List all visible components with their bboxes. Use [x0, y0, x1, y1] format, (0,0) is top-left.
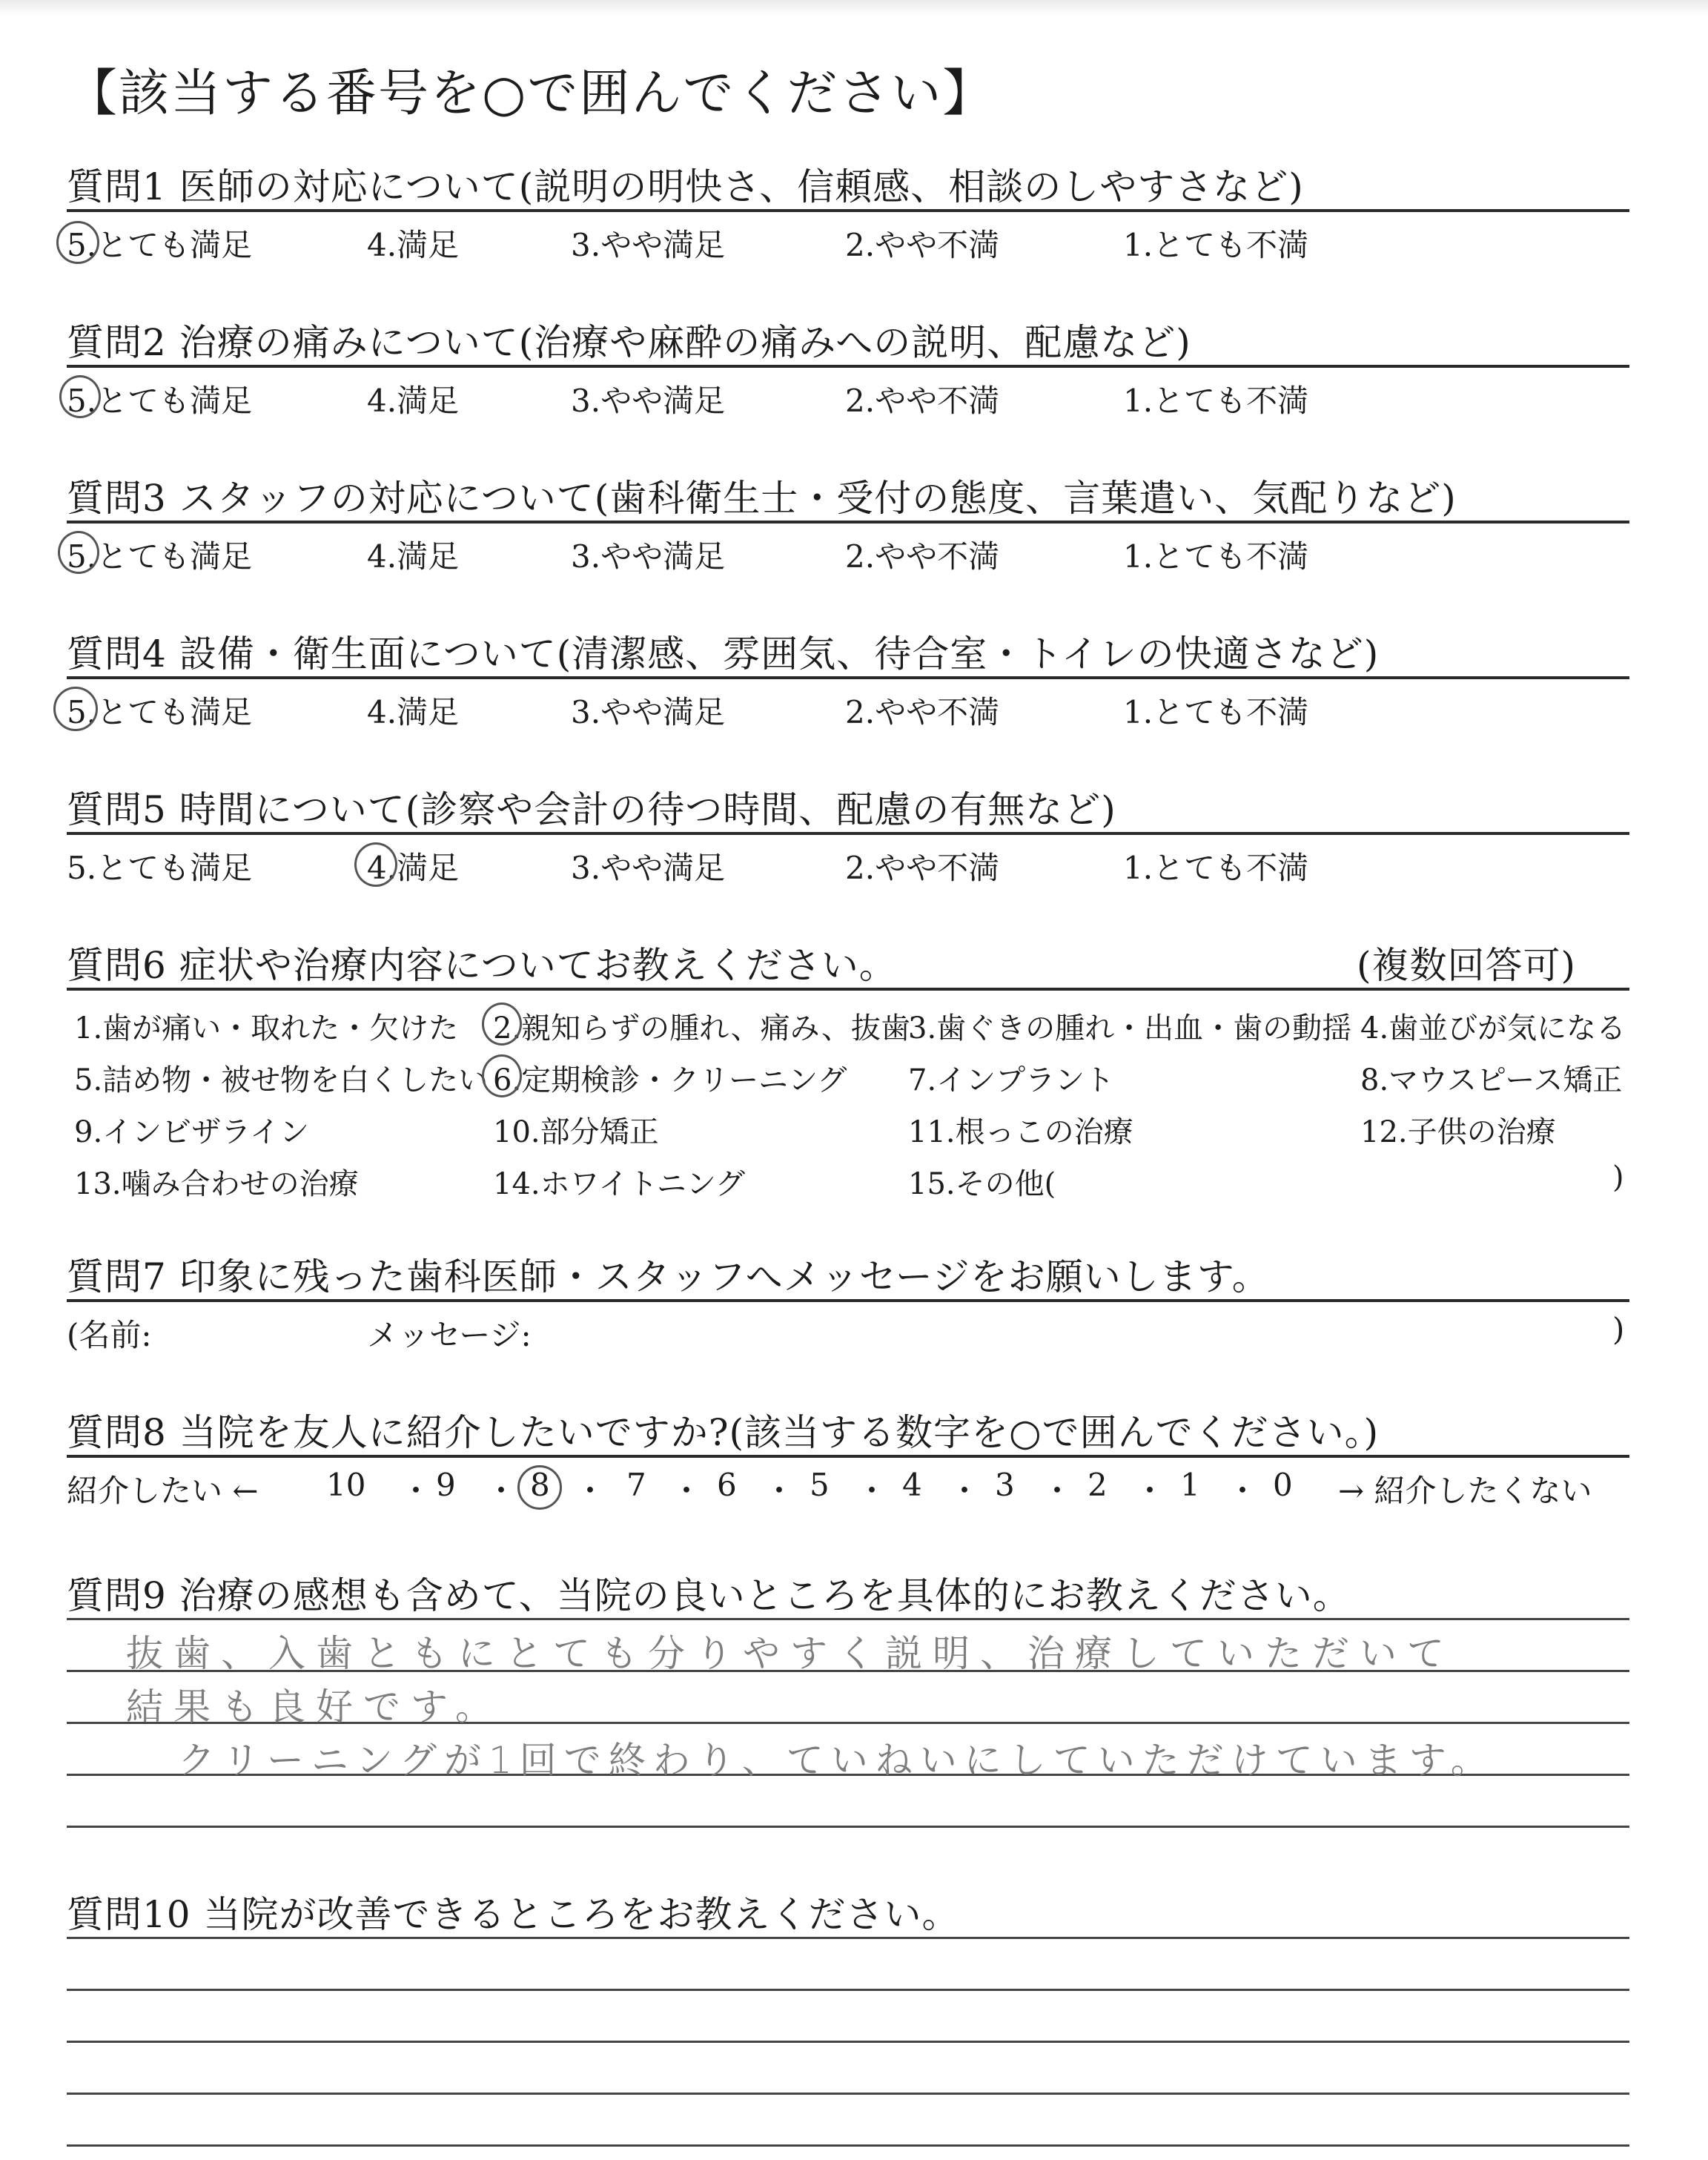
q8-scale-10[interactable]: 10	[326, 1467, 366, 1503]
q8-scale-0[interactable]: 0	[1273, 1467, 1293, 1503]
q2-rule	[67, 365, 1629, 368]
q8-scale-6[interactable]: 6	[717, 1467, 737, 1503]
q4-title: 質問4 設備・衛生面について(清潔感、雰囲気、待合室・トイレの快適さなど)	[67, 633, 1380, 676]
q10-line-4	[67, 2093, 1629, 2095]
q8-scale-7[interactable]: 7	[626, 1467, 646, 1503]
q8-dot: ・	[400, 1473, 432, 1509]
q7-title: 質問7 印象に残った歯科医師・スタッフへメッセージをお願いします。	[67, 1255, 1270, 1298]
q8-scale-5[interactable]: 5	[810, 1467, 830, 1503]
q6-item-12[interactable]: 12.子供の治療	[1360, 1115, 1556, 1149]
q8-dot: ・	[949, 1473, 981, 1509]
q8-dot: ・	[1227, 1473, 1259, 1509]
q10-line-5	[67, 2144, 1629, 2147]
q6-item-6[interactable]: 6.定期検診・クリーニング	[493, 1063, 847, 1097]
q6-item-15-close: )	[1612, 1160, 1624, 1195]
q4-option-2[interactable]: 2.やや不満	[845, 694, 1000, 730]
q9-answer-line-2: 結果も良好です。	[126, 1685, 503, 1728]
q6-item-13[interactable]: 13.噛み合わせの治療	[74, 1167, 359, 1201]
q7-close-paren: )	[1612, 1311, 1625, 1347]
q5-title: 質問5 時間について(診察や会計の待つ時間、配慮の有無など)	[67, 788, 1116, 831]
q7-rule	[67, 1299, 1629, 1302]
q8-dot: ・	[671, 1473, 703, 1509]
q6-item-14[interactable]: 14.ホワイトニング	[493, 1167, 746, 1201]
q8-scale-9[interactable]: 9	[436, 1467, 456, 1503]
q6-title: 質問6 症状や治療内容についてお教えください。	[67, 944, 897, 987]
q6-item-5[interactable]: 5.詰め物・被せ物を白くしたい	[74, 1063, 489, 1097]
q4-option-4[interactable]: 4.満足	[367, 694, 460, 730]
q10-line-2	[67, 1989, 1629, 1991]
q6-item-7[interactable]: 7.インプラント	[908, 1063, 1115, 1097]
q8-dot: ・	[764, 1473, 795, 1509]
q8-dot: ・	[1042, 1473, 1073, 1509]
q4-option-3[interactable]: 3.やや満足	[571, 694, 726, 730]
q8-dot: ・	[575, 1473, 606, 1509]
q6-item-8[interactable]: 8.マウスピース矯正	[1360, 1063, 1623, 1097]
q2-option-5[interactable]: 5.とても満足	[67, 383, 253, 419]
q5-option-5[interactable]: 5.とても満足	[67, 850, 253, 886]
q10-line-3	[67, 2041, 1629, 2043]
q9-answer-line-3: クリーニングが1回で終わり、ていねいにしていただけています。	[178, 1739, 1495, 1782]
q1-option-5[interactable]: 5.とても満足	[67, 227, 253, 263]
q8-title: 質問8 当院を友人に紹介したいですか?(該当する数字を○で囲んでください。)	[67, 1411, 1380, 1454]
q9-title: 質問9 治療の感想も含めて、当院の良いところを具体的にお教えください。	[67, 1574, 1351, 1617]
q2-option-2[interactable]: 2.やや不満	[845, 383, 1000, 419]
q6-item-10[interactable]: 10.部分矯正	[493, 1115, 659, 1149]
q4-selected-circle	[53, 687, 98, 731]
q3-option-3[interactable]: 3.やや満足	[571, 538, 726, 575]
q6-rule	[67, 988, 1629, 991]
q5-selected-circle	[354, 842, 397, 887]
q8-scale-8[interactable]: 8	[530, 1467, 550, 1503]
q1-title: 質問1 医師の対応について(説明の明快さ、信頼感、相談のしやすさなど)	[67, 165, 1304, 208]
q9-answer-line-1: 抜歯、入歯ともにとても分りやすく説明、治療していただいて	[126, 1632, 1454, 1675]
q9-line-5	[67, 1826, 1629, 1828]
q8-dot: ・	[856, 1473, 888, 1509]
q3-option-4[interactable]: 4.満足	[367, 538, 460, 575]
q8-scale-2[interactable]: 2	[1088, 1467, 1108, 1503]
q9-line-1	[67, 1618, 1629, 1620]
q1-option-1[interactable]: 1.とても不満	[1123, 227, 1309, 263]
q5-option-2[interactable]: 2.やや不満	[845, 850, 1000, 886]
q4-option-1[interactable]: 1.とても不満	[1123, 694, 1309, 730]
q7-message-label: メッセージ:	[367, 1317, 532, 1353]
q2-title: 質問2 治療の痛みについて(治療や麻酔の痛みへの説明、配慮など)	[67, 321, 1191, 364]
q8-left-label: 紹介したい ←	[67, 1473, 259, 1509]
q5-rule	[67, 832, 1629, 835]
q8-right-label: → 紹介したくない	[1338, 1473, 1592, 1509]
q8-dot: ・	[486, 1473, 517, 1509]
q3-option-1[interactable]: 1.とても不満	[1123, 538, 1309, 575]
q6-selected-circle-6	[482, 1054, 522, 1097]
q8-scale-3[interactable]: 3	[995, 1467, 1015, 1503]
q4-rule	[67, 676, 1629, 679]
q3-rule	[67, 521, 1629, 524]
q2-selected-circle	[59, 375, 101, 418]
q6-item-15[interactable]: 15.その他(	[908, 1167, 1056, 1201]
q1-rule	[67, 209, 1629, 212]
q6-item-11[interactable]: 11.根っこの治療	[908, 1115, 1133, 1149]
q1-selected-circle	[56, 221, 99, 264]
q6-item-1[interactable]: 1.歯が痛い・取れた・欠けた	[74, 1011, 459, 1046]
q5-option-4[interactable]: 4.満足	[367, 850, 460, 886]
q6-item-4[interactable]: 4.歯並びが気になる	[1360, 1011, 1626, 1046]
q6-item-2[interactable]: 2.親知らずの腫れ、痛み、抜歯	[493, 1011, 910, 1046]
q2-option-1[interactable]: 1.とても不満	[1123, 383, 1309, 419]
q7-name-label: (名前:	[67, 1317, 152, 1353]
q1-option-4[interactable]: 4.満足	[367, 227, 460, 263]
q4-option-5[interactable]: 5.とても満足	[67, 694, 253, 730]
scan-top-edge	[0, 0, 1708, 16]
q6-selected-circle-2	[482, 1003, 522, 1046]
q8-scale-1[interactable]: 1	[1180, 1467, 1200, 1503]
q8-selected-circle	[517, 1465, 562, 1510]
q2-option-4[interactable]: 4.満足	[367, 383, 460, 419]
q5-option-1[interactable]: 1.とても不満	[1123, 850, 1309, 886]
q8-rule	[67, 1455, 1629, 1458]
q10-line-1	[67, 1937, 1629, 1939]
q3-option-5[interactable]: 5.とても満足	[67, 538, 253, 575]
q10-title: 質問10 当院が改善できるところをお教えください。	[67, 1893, 960, 1936]
q1-option-2[interactable]: 2.やや不満	[845, 227, 1000, 263]
q6-note: (複数回答可)	[1357, 944, 1577, 987]
form-heading: 【該当する番号を○で囲んでください】	[67, 65, 995, 123]
q8-dot: ・	[1134, 1473, 1166, 1509]
q8-scale-4[interactable]: 4	[902, 1467, 922, 1503]
q6-item-3[interactable]: 3.歯ぐきの腫れ・出血・歯の動揺	[908, 1011, 1352, 1046]
q3-title: 質問3 スタッフの対応について(歯科衛生士・受付の態度、言葉遣い、気配りなど)	[67, 477, 1457, 520]
q3-option-2[interactable]: 2.やや不満	[845, 538, 1000, 575]
q2-option-3[interactable]: 3.やや満足	[571, 383, 726, 419]
q5-option-3[interactable]: 3.やや満足	[571, 850, 726, 886]
q6-item-9[interactable]: 9.インビザライン	[74, 1115, 309, 1149]
q3-selected-circle	[58, 531, 99, 574]
q1-option-3[interactable]: 3.やや満足	[571, 227, 726, 263]
